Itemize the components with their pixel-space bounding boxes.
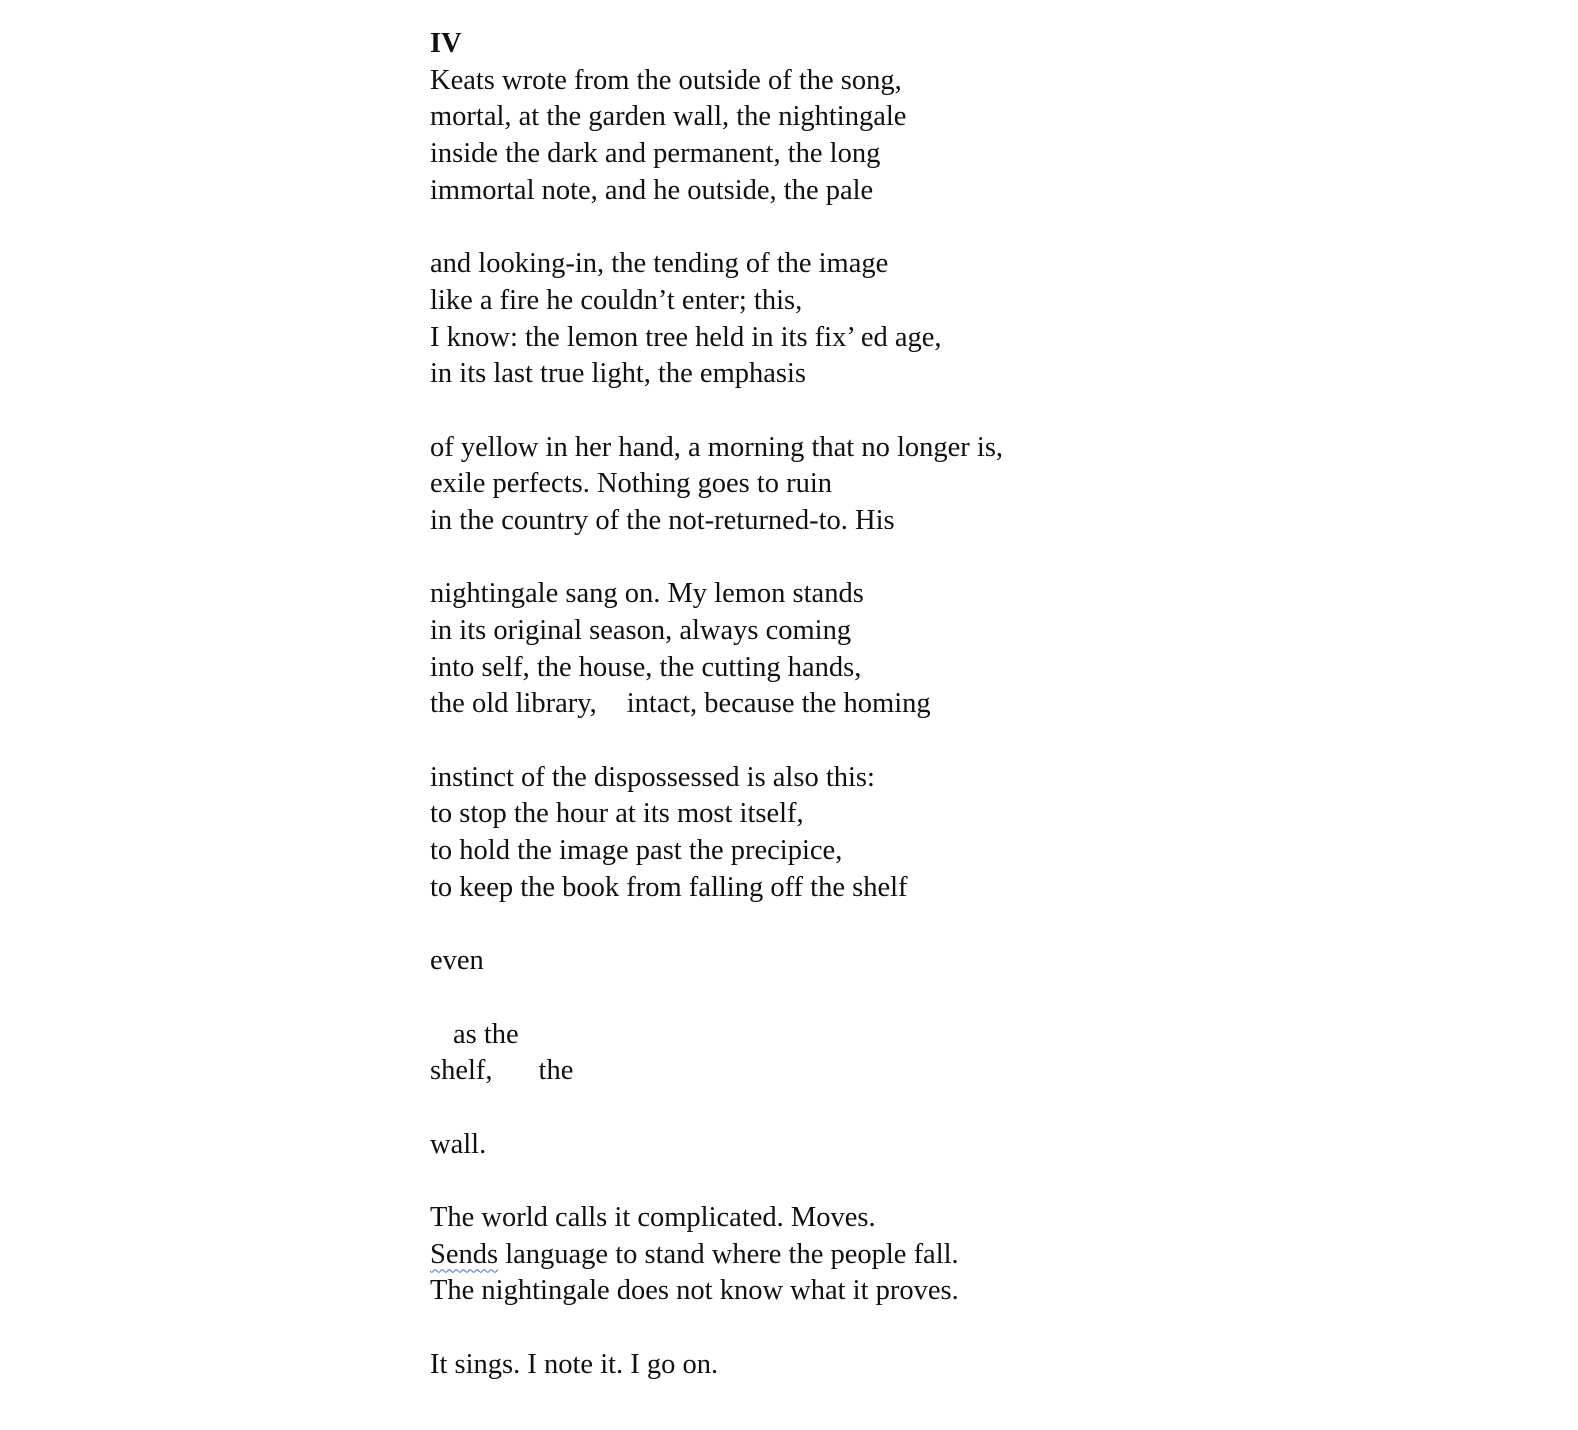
- poem-line: of yellow in her hand, a morning that no longer is,: [430, 431, 1004, 463]
- poem-line: even: [430, 945, 484, 977]
- poem-line: The nightingale does not know what it proves.: [430, 1275, 959, 1307]
- stanza-4: [430, 576, 1130, 723]
- stanza-1: [430, 63, 1130, 210]
- poem-line-split: [430, 1053, 1130, 1090]
- poem-line: in the country of the not-returned-to. His: [430, 504, 895, 536]
- poem-line: [430, 1237, 1130, 1274]
- poem-body: [430, 26, 1130, 1420]
- stanza-closing: [430, 1200, 1130, 1310]
- poem-line: instinct of the dispossessed is also this:: [430, 761, 875, 793]
- poem-line: inside the dark and permanent, the long: [430, 138, 881, 170]
- fragment-even: [430, 943, 1130, 980]
- poem-line: to stop the hour at its most itself,: [430, 798, 804, 830]
- poem-line: into self, the house, the cutting hands,: [430, 651, 862, 683]
- section-heading: IV: [430, 28, 462, 59]
- fragment-shelf: [430, 1017, 1130, 1090]
- poem-line: to hold the image past the precipice,: [430, 835, 843, 867]
- poem-line: mortal, at the garden wall, the nightingale: [430, 101, 907, 133]
- poem-line: exile perfects. Nothing goes to ruin: [430, 468, 833, 500]
- poem-line: Keats wrote from the outside of the song,: [430, 64, 902, 96]
- poem-line: and looking-in, the tending of the image: [430, 248, 889, 280]
- fragment-wall: [430, 1127, 1130, 1164]
- poem-line: like a fire he couldn’t enter; this,: [430, 284, 803, 316]
- stanza-2: [430, 246, 1130, 393]
- poem-line: as the: [453, 1018, 519, 1050]
- line-fragment: intact, because the homing: [626, 688, 931, 720]
- poem-line: to keep the book from falling off the shelf: [430, 871, 908, 903]
- poem-line: It sings. I note it. I go on.: [430, 1348, 719, 1380]
- poem-line: in its original season, always coming: [430, 615, 852, 646]
- poem-line: The world calls it complicated. Moves.: [430, 1202, 876, 1233]
- line-fragment: shelf,: [430, 1055, 493, 1087]
- stanza-5: [430, 760, 1130, 907]
- line-fragment: the old library,: [430, 688, 597, 720]
- poem-line: wall.: [430, 1128, 487, 1160]
- poem-line: in its last true light, the emphasis: [430, 358, 806, 390]
- final-stanza: [430, 1347, 1130, 1384]
- poem-line: I know: the lemon tree held in its fix’ ed age,: [430, 321, 942, 353]
- poem-line: immortal note, and he outside, the pale: [430, 174, 874, 206]
- poem-line-split: [430, 686, 1130, 723]
- stanza-3: [430, 430, 1130, 540]
- poem-line: nightingale sang on. My lemon stands: [430, 578, 864, 610]
- spellcheck-flagged-word[interactable]: Sends: [430, 1238, 499, 1270]
- line-fragment: language to stand where the people fall.: [498, 1238, 959, 1270]
- line-fragment: the: [538, 1055, 574, 1087]
